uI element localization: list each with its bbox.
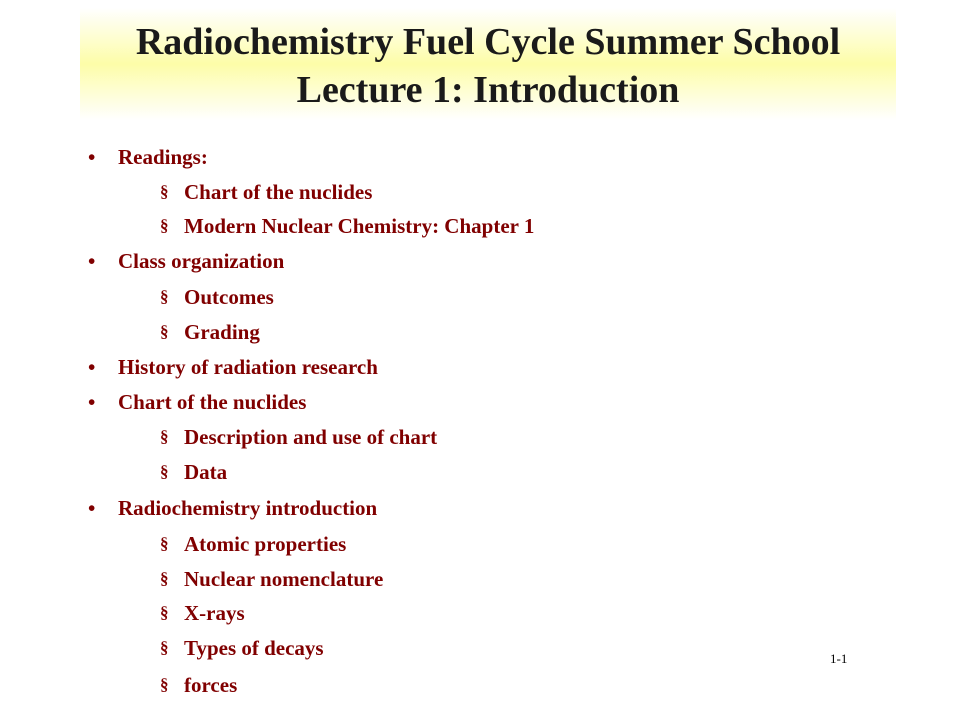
list-item-text: Nuclear nomenclature — [184, 567, 384, 591]
list-item-text: forces — [184, 673, 238, 697]
slide-title-line-1: Radiochemistry Fuel Cycle Summer School — [135, 21, 841, 63]
slide-title-line-2: Lecture 1: Introduction — [296, 69, 680, 111]
sub-bullet-marker: § — [160, 675, 169, 694]
sub-bullet-marker: § — [160, 569, 169, 588]
bullet-marker: • — [88, 390, 96, 414]
list-item-text: Types of decays — [184, 636, 324, 660]
list-item-text: Class organization — [118, 249, 285, 273]
list-item-text: Data — [184, 460, 228, 484]
bullet-marker: • — [88, 355, 96, 379]
sub-bullet-marker: § — [160, 182, 169, 201]
sub-bullet-marker: § — [160, 603, 169, 622]
list-item-text: Chart of the nuclides — [184, 180, 373, 204]
bullet-marker: • — [88, 145, 96, 169]
list-item-text: Readings: — [118, 145, 208, 169]
sub-bullet-marker: § — [160, 427, 169, 446]
bullet-marker: • — [88, 249, 96, 273]
sub-bullet-marker: § — [160, 216, 169, 235]
list-item-text: Radiochemistry introduction — [118, 496, 378, 520]
list-item-text: Atomic properties — [184, 532, 347, 556]
slide-number: 1-1 — [830, 651, 848, 666]
list-item-text: Modern Nuclear Chemistry: Chapter 1 — [184, 214, 535, 238]
list-item-text: Outcomes — [184, 285, 274, 309]
list-item-text: Grading — [184, 320, 260, 344]
sub-bullet-marker: § — [160, 534, 169, 553]
list-item-text: Chart of the nuclides — [118, 390, 307, 414]
list-item-text: Description and use of chart — [184, 425, 438, 449]
list-item-text: History of radiation research — [118, 355, 378, 379]
list-item-text: X-rays — [184, 601, 245, 625]
sub-bullet-marker: § — [160, 462, 169, 481]
sub-bullet-marker: § — [160, 638, 169, 657]
sub-bullet-marker: § — [160, 287, 169, 306]
bullet-marker: • — [88, 496, 96, 520]
sub-bullet-marker: § — [160, 322, 169, 341]
